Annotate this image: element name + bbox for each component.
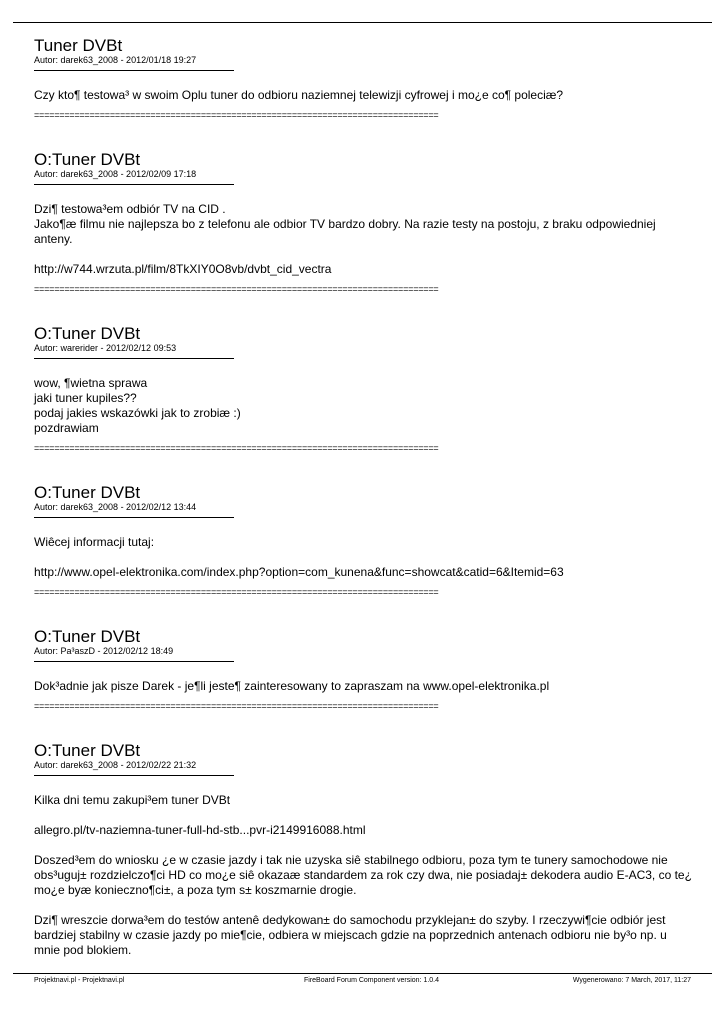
post-link[interactable]: allegro.pl/tv-naziemna-tuner-full-hd-stb...pvr-i2149916088.html [34, 823, 366, 837]
post-title: O:Tuner DVBt [34, 150, 141, 169]
post-paragraph: wow, ¶wietna sprawa jaki tuner kupiles?? podaj jakies wskazówki jak to zrobiæ :) pozdrawiam [34, 376, 241, 435]
post-separator: ================================================================================ [34, 443, 439, 453]
post-body [34, 376, 694, 436]
post [34, 741, 694, 958]
post-author: Autor: darek63_2008 - 2012/02/09 17:18 [34, 169, 197, 179]
author-rule [34, 70, 234, 71]
header-rule [13, 22, 712, 23]
post-separator: ================================================================================ [34, 587, 439, 597]
post-title: O:Tuner DVBt [34, 741, 141, 760]
post-paragraph: Doszed³em do wniosku ¿e w czasie jazdy i tak nie uzyska siê stabilnego odbioru, poza tym te tunery samochodowe nie obs³uguj± rozdzielczo¶ci HD co mo¿e siê okazaæ standardem za rok czy dwa, nie posiadaj± dekodera audio E-AC3, co te¿ mo¿e byæ konieczno¶ci±, a poza tym s± koszmarnie drogie. [34, 853, 692, 897]
forum-thread [34, 36, 694, 973]
post-separator: ================================================================================ [34, 284, 439, 294]
post-author: Autor: darek63_2008 - 2012/01/18 19:27 [34, 55, 197, 65]
post [34, 324, 694, 453]
post-author: Autor: darek63_2008 - 2012/02/12 13:44 [34, 502, 197, 512]
post-author: Autor: Pa³aszD - 2012/02/12 18:49 [34, 646, 174, 656]
post-paragraph: Wiêcej informacji tutaj: [34, 535, 155, 549]
author-rule [34, 358, 234, 359]
post-title: O:Tuner DVBt [34, 483, 141, 502]
footer-rule [13, 973, 712, 974]
post-link[interactable]: http://w744.wrzuta.pl/film/8TkXIY0O8vb/dvbt_cid_vectra [34, 262, 332, 276]
post-body [34, 535, 694, 580]
post-title: O:Tuner DVBt [34, 627, 141, 646]
post-title: O:Tuner DVBt [34, 324, 141, 343]
footer-component: FireBoard Forum Component version: 1.0.4 [304, 977, 440, 984]
post-paragraph: Dzi¶ wreszcie dorwa³em do testów antenê dedykowan± do samochodu przyklejan± do szyby. I rzeczywi¶cie odbiór jest bardziej stabilny w czasie jazdy po mie¶cie, odbiera w miejscach gdzie na poprzednich antenach odbioru nie by³o np. u mnie pod blokiem. [34, 913, 667, 957]
post-link[interactable]: http://www.opel-elektronika.com/index.php?option=com_kunena&func=showcat&catid=6&Itemid=63 [34, 565, 564, 579]
footer-site: Projektnavi.pl - Projektnavi.pl [34, 977, 125, 984]
post-body [34, 202, 694, 277]
post-body [34, 88, 694, 103]
post [34, 627, 694, 711]
post-title: Tuner DVBt [34, 36, 123, 55]
author-rule [34, 661, 234, 662]
post [34, 483, 694, 597]
author-rule [34, 775, 234, 776]
post-paragraph: Czy kto¶ testowa³ w swoim Oplu tuner do odbioru naziemnej telewizji cyfrowej i mo¿e co¶ poleciæ? [34, 88, 564, 102]
author-rule [34, 184, 234, 185]
post-body [34, 793, 694, 958]
post-body [34, 679, 694, 694]
footer-generated: Wygenerowano: 7 March, 2017, 11:27 [572, 977, 691, 984]
post-author: Autor: warerider - 2012/02/12 09:53 [34, 343, 177, 353]
post [34, 36, 694, 120]
author-rule [34, 517, 234, 518]
post [34, 150, 694, 294]
post-paragraph: Kilka dni temu zakupi³em tuner DVBt [34, 793, 231, 807]
post-separator: ================================================================================ [34, 701, 439, 711]
post-paragraph: Dzi¶ testowa³em odbiór TV na CID . Jako¶æ filmu nie najlepsza bo z telefonu ale odbior TV bardzo dobry. Na razie testy na postoju, z braku odpowiedniej anteny. [34, 202, 656, 246]
post-separator: ================================================================================ [34, 110, 439, 120]
post-paragraph: Dok³adnie jak pisze Darek - je¶li jeste¶ zainteresowany to zapraszam na www.opel-elektronika.pl [34, 679, 550, 693]
post-author: Autor: darek63_2008 - 2012/02/22 21:32 [34, 760, 197, 770]
